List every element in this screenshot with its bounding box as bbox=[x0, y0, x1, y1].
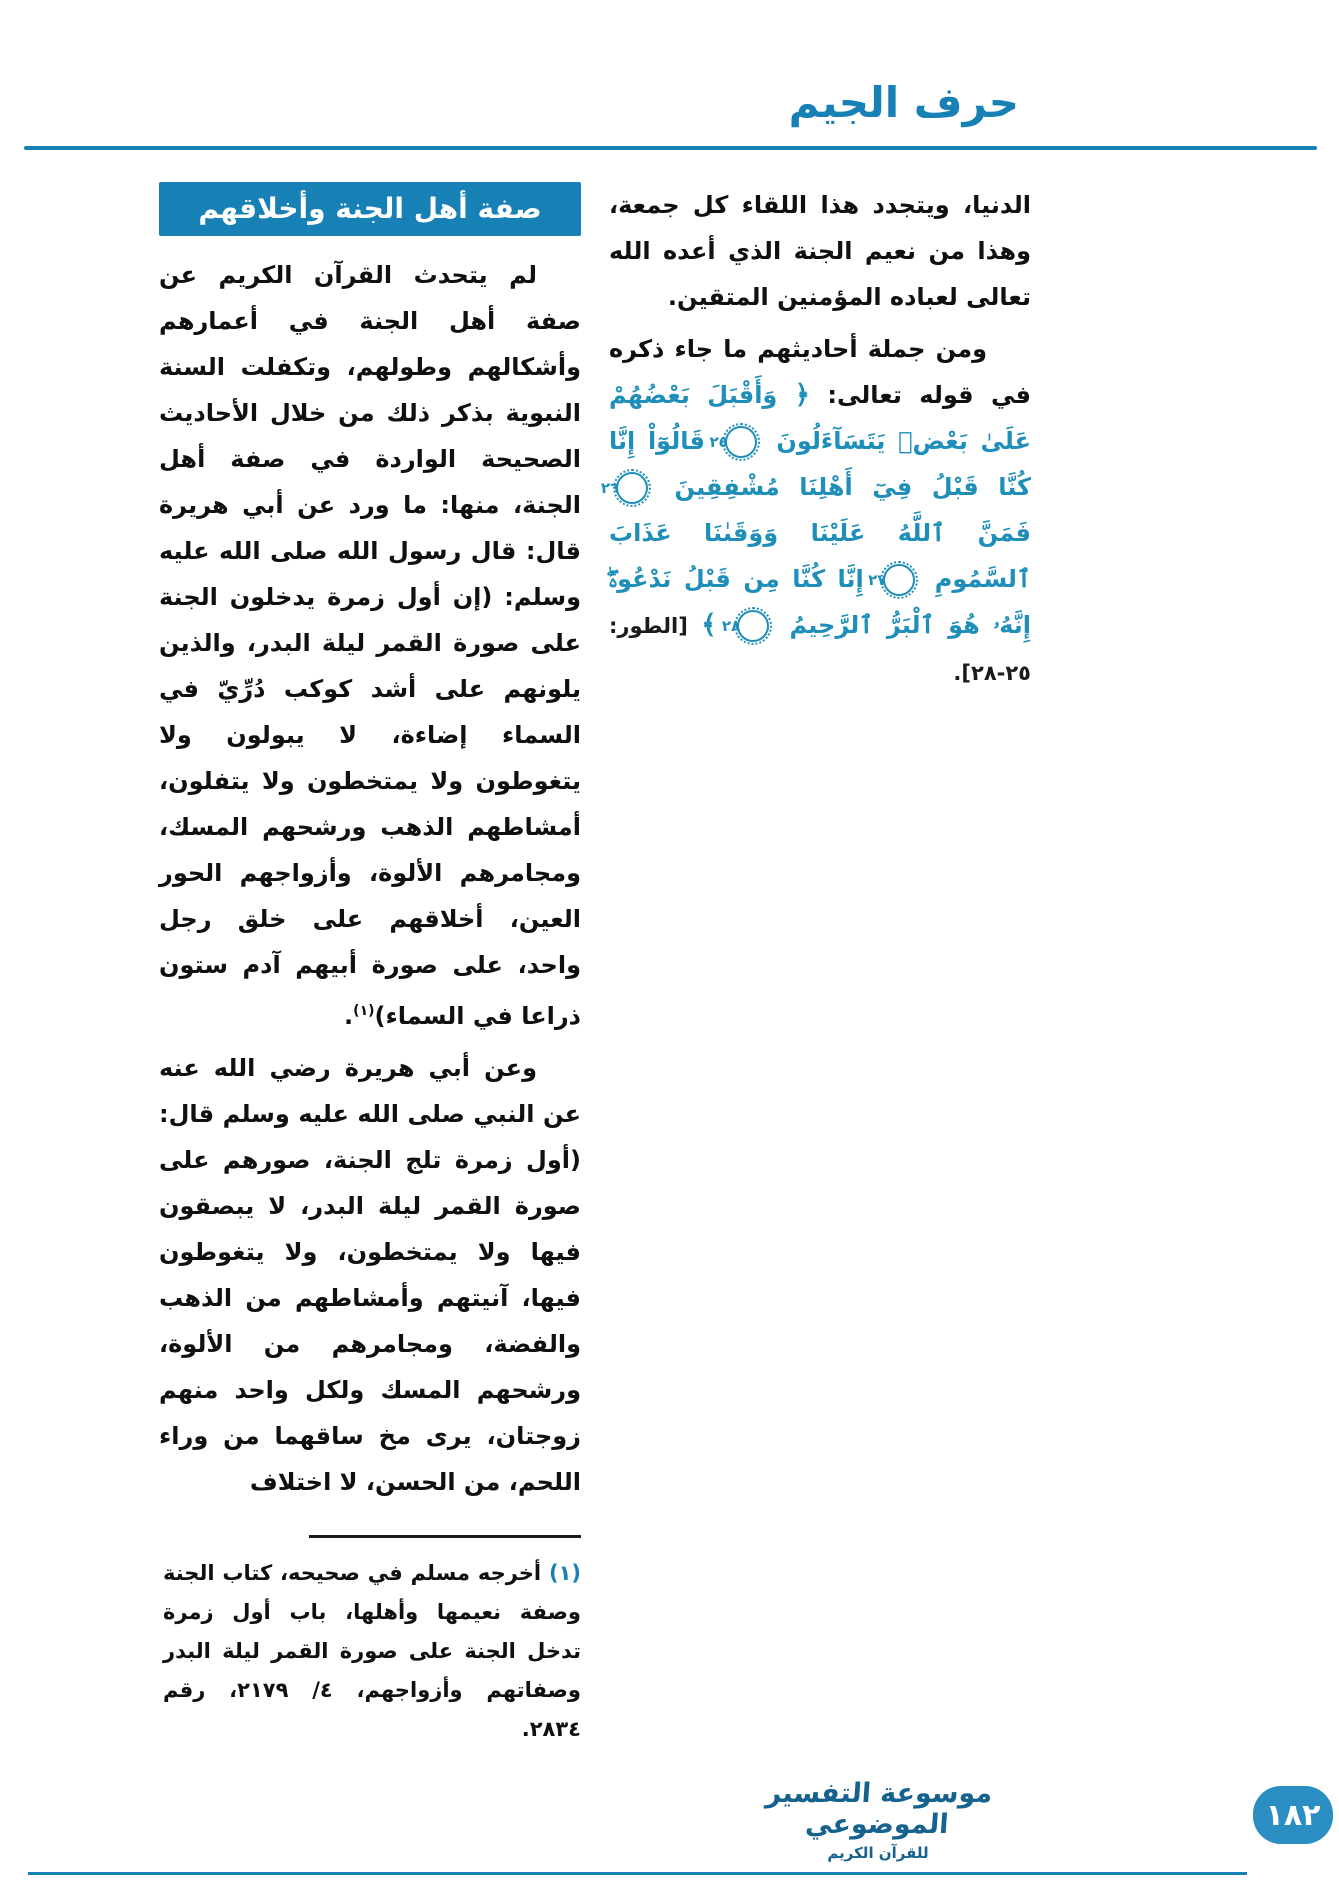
column-right bbox=[600, 182, 1032, 1749]
ayah-number-icon: ٢٨ bbox=[737, 610, 769, 642]
quran-segment: قَالُوٓاْ إِنَّا كُنَّا قَبْلُ فِيٓ أَهْلِنَا مُشْفِقِينَ bbox=[609, 427, 1032, 501]
footnote-text: أخرجه مسلم في صحيحه، كتاب الجنة وصفة نعيمها وأهلها، باب أول زمرة تدخل الجنة على صورة القمر ليلة البدر وصفاتهم وأزواجهم، ٤/ ٢١٧٩، رقم ٢٨٣٤. bbox=[163, 1561, 581, 1741]
column-left bbox=[159, 182, 581, 1749]
quran-open-bracket-icon: ﴿ bbox=[794, 380, 810, 410]
paragraph-hadith-intro bbox=[600, 326, 1032, 696]
paragraph-hadith-1 bbox=[159, 252, 581, 1039]
verse-reference: [الطور: ٢٥-٢٨]. bbox=[609, 614, 1031, 685]
publisher-logo bbox=[747, 1778, 1009, 1862]
page-content bbox=[159, 182, 1031, 1749]
quran-verse bbox=[600, 380, 1032, 640]
publisher-logo-subtitle: للقرآن الكريم bbox=[827, 1844, 929, 1862]
quran-close-bracket-icon: ﴾ bbox=[701, 610, 717, 640]
ayah-number-icon: ٢٥ bbox=[725, 426, 757, 458]
sentence-end: . bbox=[344, 1002, 354, 1030]
hadith-intro-text: ومن جملة أحاديثهم ما جاء ذكره في قوله تعالى: bbox=[609, 335, 1031, 409]
quran-segment: فَمَنَّ ٱللَّهُ عَلَيْنَا وَوَقَىٰنَا عَذَابَ ٱلسَّمُومِ bbox=[609, 519, 1032, 593]
quran-segment: إِنَّا كُنَّا مِن قَبْلُ نَدْعُوهُۖ إِنَّهُۥ هُوَ ٱلْبَرُّ ٱلرَّحِيمُ bbox=[609, 565, 1032, 639]
footer-rule bbox=[28, 1872, 1247, 1875]
footnote-marker: (١) bbox=[548, 1561, 582, 1585]
footnote-divider bbox=[309, 1535, 581, 1538]
page-number-badge: ١٨٢ bbox=[1253, 1786, 1333, 1844]
footnote bbox=[159, 1554, 581, 1749]
paragraph-hadith-2: وعن أبي هريرة رضي الله عنه عن النبي صلى الله عليه وسلم قال: (أول زمرة تلج الجنة، صورهم على صورة القمر ليلة البدر، لا يبصقون فيها ولا يمتخطون، ولا يتغوطون فيها، آنيتهم وأمشاطهم من الذهب والفضة، ومجامرهم من الألوة، ورشحهم المسك ولكل واحد منهم زوجتان، يرى مخ ساقهما من وراء اللحم، من الحسن، لا اختلاف bbox=[159, 1054, 581, 1496]
section-title-box bbox=[159, 182, 581, 236]
footnote-reference-mark: (١) bbox=[353, 1003, 375, 1019]
quran-segment: وَأَقْبَلَ بَعْضُهُمْ عَلَىٰ بَعْضٖ يَتَسَآءَلُونَ bbox=[609, 381, 1031, 455]
ayah-number-icon: ٢٦ bbox=[616, 472, 648, 504]
section-title-text: صفة أهل الجنة وأخلاقهم bbox=[198, 192, 542, 225]
paragraph-continuation: الدنيا، ويتجدد هذا اللقاء كل جمعة، وهذا من نعيم الجنة الذي أعده الله تعالى لعباده المؤمنين المتقين. bbox=[609, 191, 1031, 311]
header-rule bbox=[24, 146, 1317, 150]
chapter-title: حرف الجيم bbox=[788, 78, 1019, 127]
hadith-1-text: لم يتحدث القرآن الكريم عن صفة أهل الجنة في أعمارهم وأشكالهم وطولهم، وتكفلت السنة النبوية بذكر ذلك من خلال الأحاديث الصحيحة الواردة في صفة أهل الجنة، منها: ما ورد عن أبي هريرة قال: قال رسول الله صلى الله عليه وسلم: (إن أول زمرة يدخلون الجنة على صورة القمر ليلة البدر، والذين يلونهم على أشد كوكب دُرِّيّ في السماء إضاءة، لا يبولون ولا يتغوطون ولا يمتخطون ولا يتفلون، أمشاطهم الذهب ورشحهم المسك، ومجامرهم الألوة، وأزواجهم الحور العين، أخلاقهم على خلق رجل واحد، على صورة أبيهم آدم ستون ذراعا في السماء) bbox=[159, 261, 581, 1030]
publisher-logo-title: موسوعة التفسير الموضوعي bbox=[764, 1778, 994, 1840]
ayah-number-icon: ٢٧ bbox=[883, 564, 915, 596]
